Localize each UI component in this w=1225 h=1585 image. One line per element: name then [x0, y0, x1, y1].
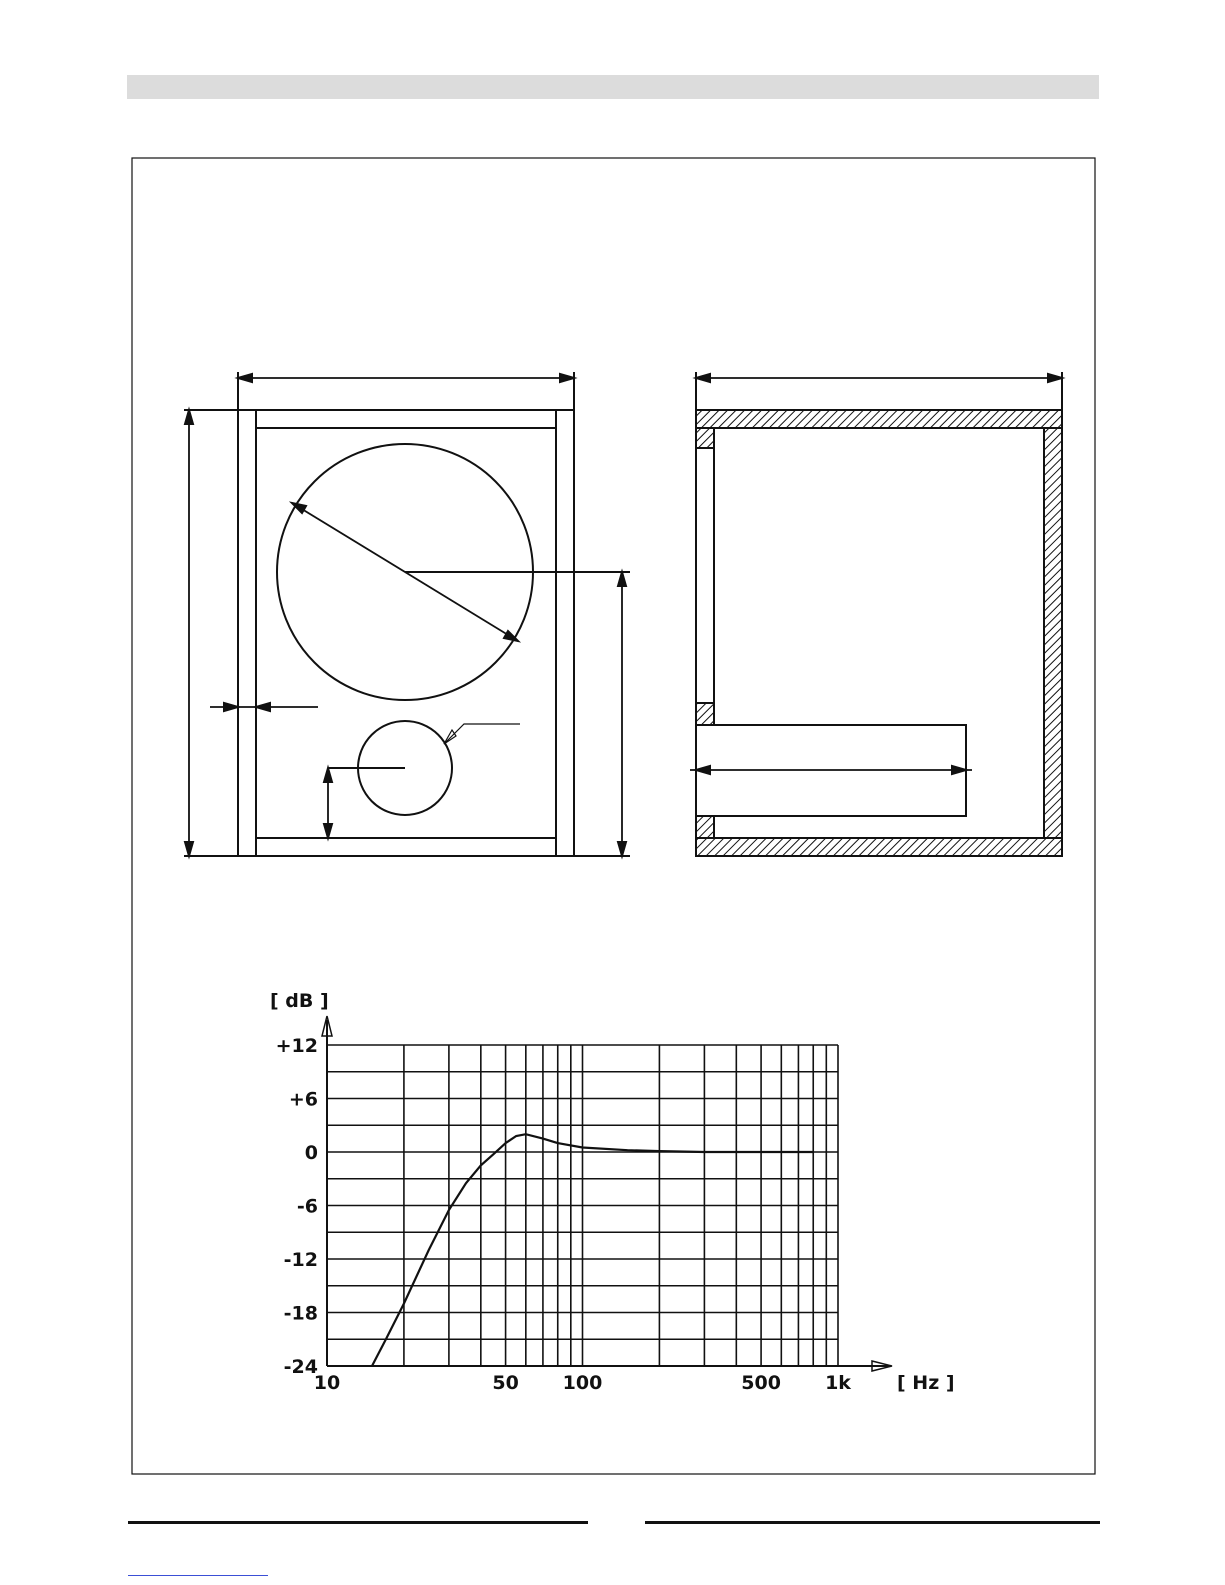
- port-leader: [444, 724, 520, 744]
- y-axis-label: [ dB ]: [270, 990, 329, 1012]
- y-tick-label: -6: [296, 1195, 318, 1218]
- back-panel: [1044, 428, 1062, 838]
- y-tick-label: -24: [283, 1356, 318, 1378]
- x-tick-label: 50: [492, 1372, 519, 1394]
- top-panel: [696, 410, 1062, 428]
- frequency-response-chart: [270, 990, 955, 1394]
- front-baffle-base: [696, 816, 714, 838]
- x-tick-label: 100: [562, 1372, 603, 1394]
- front-outer-box: [238, 410, 574, 856]
- y-tick-label: -18: [283, 1302, 318, 1325]
- x-tick-label: 500: [741, 1372, 781, 1394]
- response-curve: [372, 1134, 813, 1366]
- y-tick-label: 0: [304, 1142, 318, 1164]
- chart-grid: [327, 1045, 838, 1366]
- side-section-view: [690, 372, 1062, 856]
- x-axis-label: [ Hz ]: [897, 1372, 955, 1394]
- y-tick-label: +6: [288, 1088, 318, 1111]
- x-tick-label: 10: [313, 1372, 341, 1394]
- footer-rule-right: [645, 1521, 1100, 1524]
- x-tick-label: 1k: [825, 1372, 851, 1394]
- footer-link-underline: [128, 1575, 268, 1576]
- front-baffle-lower: [696, 703, 714, 725]
- front-baffle-upper: [696, 428, 714, 448]
- y-tick-label: -12: [283, 1249, 318, 1271]
- y-tick-label: +12: [275, 1035, 318, 1057]
- bottom-panel: [696, 838, 1062, 856]
- front-view: [184, 372, 630, 856]
- driver-opening: [696, 448, 714, 703]
- footer-rule-left: [128, 1521, 588, 1524]
